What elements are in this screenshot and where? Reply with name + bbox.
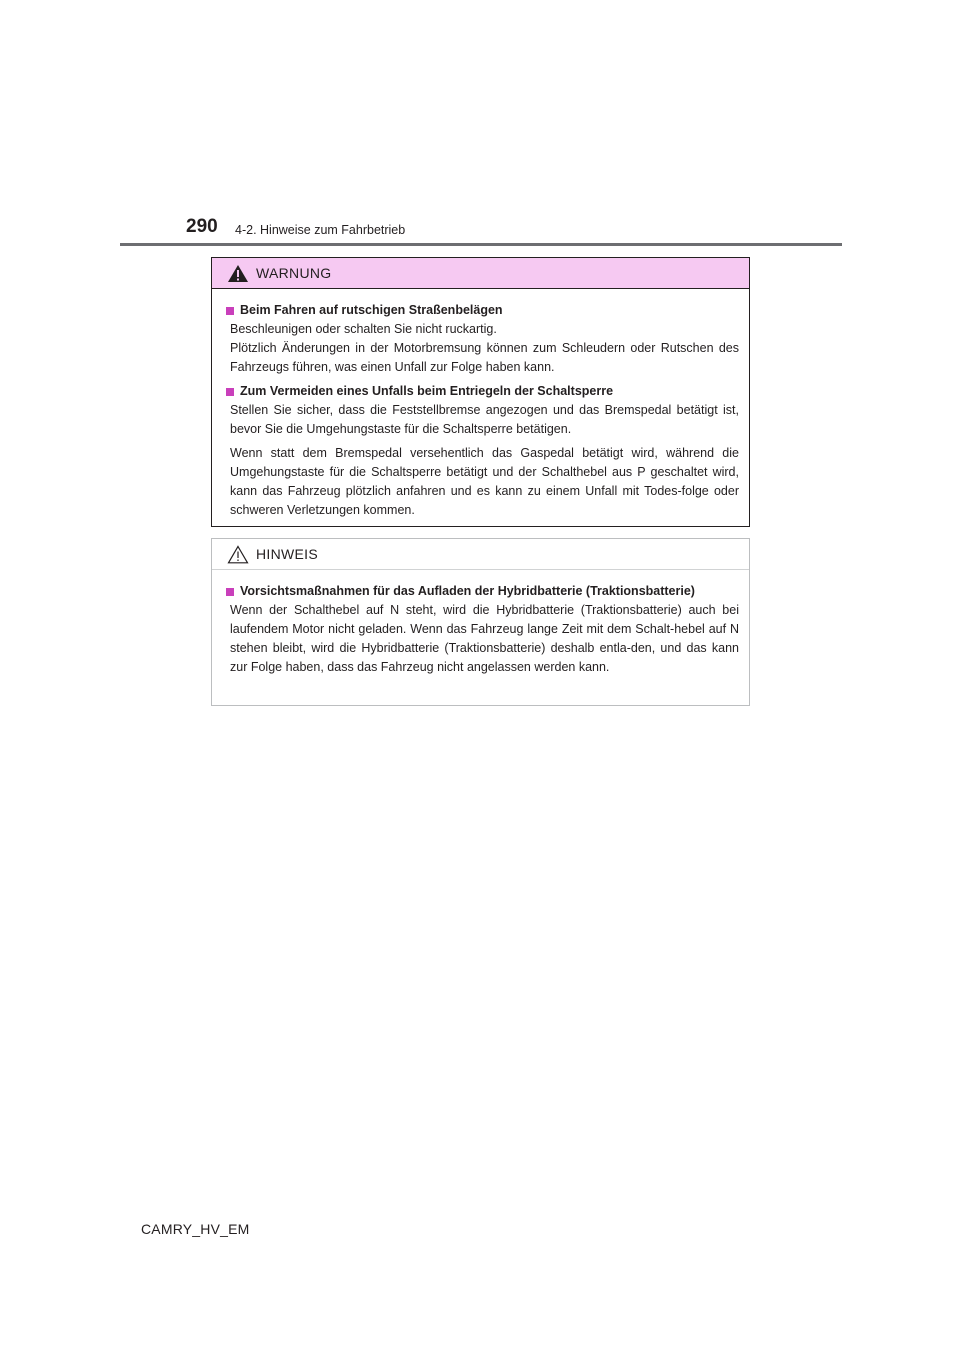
item-title-text: Beim Fahren auf rutschigen Straßenbelägen <box>240 303 503 317</box>
warning-body <box>212 289 749 520</box>
item-title-text: Vorsichtsmaßnahmen für das Aufladen der Hybridbatterie (Traktionsbatterie) <box>240 584 695 598</box>
warning-item-title <box>226 382 739 401</box>
section-title: 4-2. Hinweise zum Fahrbetrieb <box>235 223 406 237</box>
square-bullet-icon <box>226 388 234 396</box>
paragraph: Wenn statt dem Bremspedal versehentlich das Gaspedal betätigt wird, während die Umgehungstaste für die Schaltsperre betätigt und der Schalthebel aus P geschaltet wird, kann das Fahrzeug plötzlich anfahren und es kann zu einem Unfall mit Todes-folge oder schweren Verletzungen kommen. <box>230 446 739 517</box>
warning-item-title <box>226 301 739 320</box>
footer-code: CAMRY_HV_EM <box>141 1221 250 1237</box>
notice-item <box>226 582 739 677</box>
notice-label: HINWEIS <box>256 546 318 562</box>
warning-box <box>211 257 750 527</box>
square-bullet-icon <box>226 307 234 315</box>
item-title-text: Zum Vermeiden eines Unfalls beim Entriegeln der Schaltsperre <box>240 384 614 398</box>
warning-label: WARNUNG <box>256 265 332 281</box>
notice-header <box>212 539 749 570</box>
caution-triangle-outline-icon <box>227 545 249 564</box>
notice-body <box>212 570 749 677</box>
paragraph: Stellen Sie sicher, dass die Feststellbremse angezogen und das Bremspedal betätigt ist, bevor Sie die Umgehungstaste für die Schaltsperre betätigen. <box>230 403 739 436</box>
paragraph: Beschleunigen oder schalten Sie nicht ruckartig. <box>230 322 497 336</box>
notice-item-title <box>226 582 739 601</box>
warning-item <box>226 301 739 377</box>
notice-box <box>211 538 750 706</box>
header-rule <box>120 243 842 246</box>
warning-header <box>212 258 749 289</box>
paragraph: Wenn der Schalthebel auf N steht, wird die Hybridbatterie (Traktionsbatterie) auch bei laufendem Motor nicht geladen. Wenn das Fahrzeug lange Zeit mit dem Schalt-hebel auf N stehen bleibt, wird die Hybridbatterie (Traktionsbatterie) deshalb entla-den, und das kann zur Folge haben, dass das Fahrzeug nicht angelassen werden kann. <box>230 603 739 674</box>
paragraph: Plötzlich Änderungen in der Motorbremsung können zum Schleudern oder Rutschen des Fahrzeugs führen, was einen Unfall zur Folge haben kann. <box>230 341 739 374</box>
page-number: 290 <box>186 216 218 237</box>
square-bullet-icon <box>226 588 234 596</box>
warning-item <box>226 382 739 520</box>
warning-triangle-icon <box>227 264 249 283</box>
